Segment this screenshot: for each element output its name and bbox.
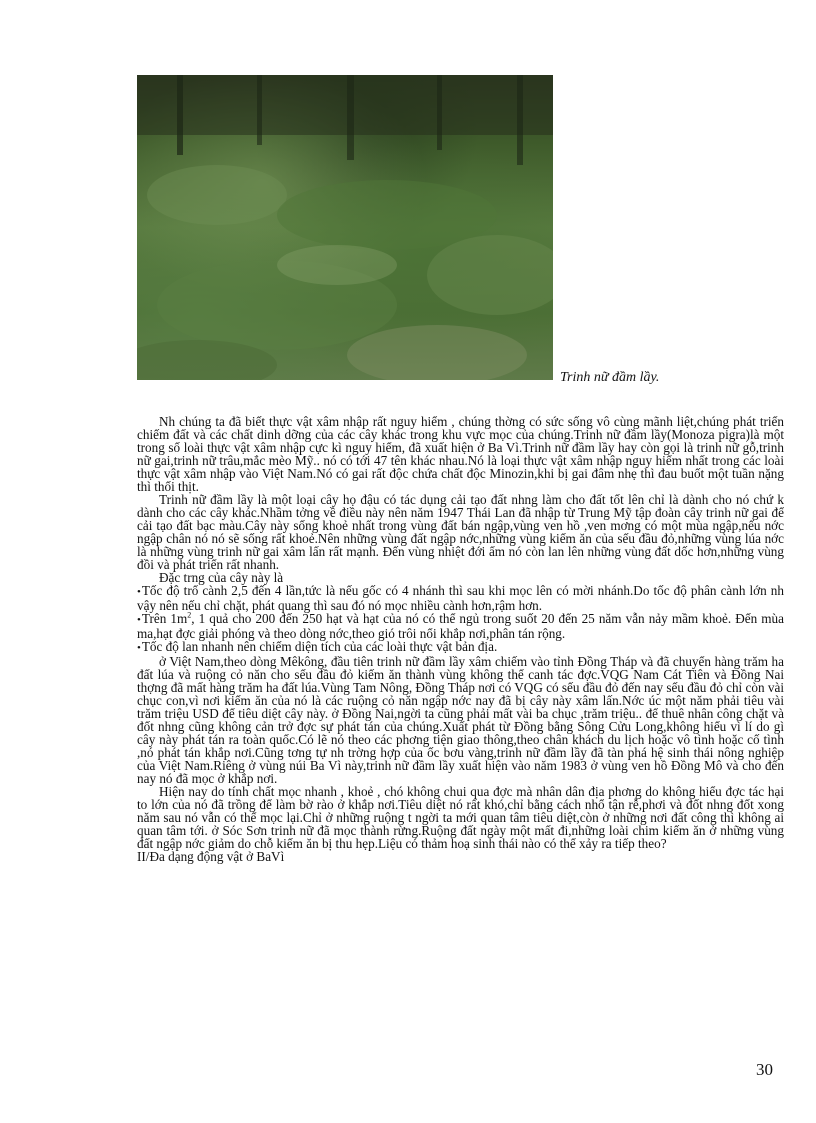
article-body: [137, 415, 784, 863]
bullet-spread-text: Tốc độ lan nhanh nên chiếm diện tích của các loài thực vật bản địa.: [141, 639, 498, 654]
bullet-mark: •: [137, 642, 141, 654]
figure-caption: Trinh nữ đầm lầy.: [560, 370, 660, 385]
bullet-seeds-post: , 1 quả cho 200 đến 250 hạt và hạt của nó có thể ngủ trong suốt 20 đến 25 năm vẫn nảy mầm khoẻ. Đến mùa ma,hạt đợc giải phóng và theo dòng nớc,theo gió trôi nổi khắp nơi,phân tán rộng.: [137, 611, 784, 641]
paragraph-current: Hiện nay do tính chất mọc nhanh , khoẻ , chó không chui qua đợc mà nhân dân địa phơng do không hiểu đợc tác hại to lớn của nó đã trồng để làm bờ rào ở khắp nơi.Tiêu diệt nó rất khó,chỉ bằng cách nhổ tận rễ,phơi và đốt nhng đốt xong năm sau nó vẫn có thể mọc lại.Chỉ ở những ruộng t ngời ta mới quan tâm tiêu diệt,còn ở những nơi đất công thì không ai quan tâm tới. ở Sóc Sơn trinh nữ đã mọc thành rừng.Ruộng đất ngày một mất đi,những loài chim kiếm ăn ở những vùng đất ngập nớc giảm do chỗ kiếm ăn bị thu hẹp.Liệu có thảm hoạ sinh thái nào có thể xảy ra tiếp theo?: [137, 784, 784, 851]
foliage-texture: [137, 75, 553, 380]
bullet-seeds-pre: Trên 1m: [141, 611, 188, 626]
section-heading: II/Đa dạng động vật ở BaVì: [137, 849, 285, 864]
bullet-branching: [137, 584, 784, 612]
bullet-seeds: [137, 612, 784, 640]
superscript-two: 2: [187, 610, 192, 620]
paragraph-legume: Trinh nữ đầm lầy là một loại cây họ đậu có tác dụng cải tạo đất nhng làm cho đất tốt lên chỉ là dành cho nó chứ k dành cho các cây khác.Nhầm tởng về điều này nên năm 1947 Thái Lan đã nhập từ Trung Mỹ tập đoàn cây trinh nữ gai để cải tạo đất bạc màu.Cây này sống khoẻ nhất trong vùng đất bán ngập,vùng ven hồ ,ven mơng có một mùa ngập,nếu nớc ngập chân nó nó sẽ sống rất khoẻ.Nên những vùng đất ngập nớc,những vùng kiếm ăn của sếu đầu đỏ,những vùng lúa nớc là những vùng trinh nữ gai xâm lấn rất mạnh. Đến vùng nhiệt đới ẩm nó còn lan lên những vùng đất dốc hơn,những vùng đồi và phát triển rất nhanh.: [137, 492, 784, 572]
bullet-mark: •: [137, 614, 141, 626]
page-number: 30: [756, 1060, 773, 1079]
paragraph-traits-heading: Đặc trng của cây này là: [159, 570, 284, 585]
paragraph-intro: Nh chúng ta đã biết thực vật xâm nhập rất nguy hiểm , chúng thờng có sức sống vô cùng mãnh liệt,chúng phát triển chiếm đất và các chất dinh dỡng của các cây khác trong khu vực mọc của chúng.Trinh nữ đầm lầy(Monoza pigra)là một trong số loài thực vật xâm nhập cực kì nguy hiểm, đã xuất hiện ở Ba Vì.Trinh nữ đầm lầy hay còn gọi là trinh nữ gỗ,trinh nữ gai,trinh nữ trâu,mắc mèo Mỹ.. nó có tới 47 tên khác nhau.Nó là loại thực vật xâm nhập nguy hiểm nhất trong các loài thực vật xâm nhập vào Việt Nam.Nó có gai rất độc chứa chất độc Minozin,khi bị gai đâm nhẹ thì đau buốt một tuần nặng thì thối thịt.: [137, 414, 784, 494]
bullet-branching-text: Tốc độ trổ cành 2,5 đến 4 lần,tức là nếu gốc có 4 nhánh thì sau khi mọc lên có mời nhánh.Do tốc độ phân cành lớn nh vậy nên nếu chỉ chặt, phát quang thì sau đó nó mọc nhiều cành hơn,rậm hơn.: [137, 583, 784, 613]
bullet-mark: •: [137, 586, 141, 598]
paragraph-vietnam: ở Việt Nam,theo dòng Mêkông, đầu tiên trinh nữ đầm lầy xâm chiếm vào tỉnh Đồng Tháp và đã chuyển hàng trăm ha đất lúa và ruộng cỏ năn cho sếu đầu đỏ kiếm ăn thành vùng không thể canh tác đợc.VQG Nam Cát Tiên và Đồng Nai thợng đã mất hàng trăm ha đất lúa.Vùng Tam Nông, Đồng Tháp nơi có VQG có sếu đầu đỏ đến nay sếu đầu đỏ chỉ còn vài chục con,vì nơi kiếm ăn của nó là các ruộng cỏ năn ngập nớc nay đã bị cây này xâm lấn.Nớc úc một năm phải tiêu vài trăm triệu USD để tiêu diệt cây này. ở Đồng Nai,ngời ta cũng phải mất vài ba chục ,trăm triệu.. để thuê nhân công chặt và đốt nhng cũng không cản trở đợc sự phát tán của chúng.Xuất phát từ Đồng bằng Sông Cửu Long,không hiểu vì lí do gì cây này phát tán ra toàn quốc.Có lẽ nó theo các phơng tiện giao thông,theo chân khách du lịch hoặc vô tình hoặc cố tình ,nó phát tán khắp nơi.Cũng tơng tự nh trờng hợp của ốc bơu vàng,trinh nữ đầm lầy đã tàn phá hệ sinh thái nông nghiệp của Việt Nam.Riêng ở vùng núi Ba Vì này,trinh nữ đầm lầy xuất hiện vào năm 1983 ở vùng ven hồ Đồng Mô và cho đến nay nó đã mọc ở khắp nơi.: [137, 654, 784, 786]
shrub-field-photo: [137, 75, 553, 380]
bullet-spread: [137, 640, 784, 655]
